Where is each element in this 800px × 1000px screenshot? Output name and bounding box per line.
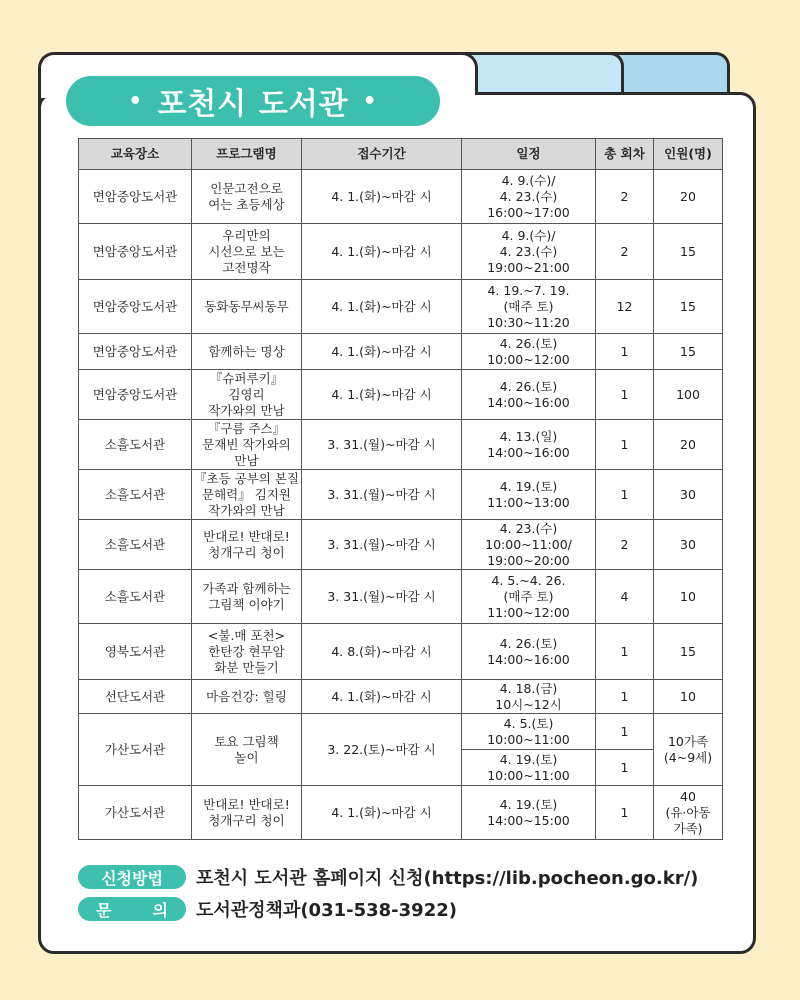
cell-period: 4. 8.(화)~마감 시 — [302, 624, 462, 680]
apply-method-label: 신청방법 — [78, 865, 186, 889]
cell-sessions: 1 — [596, 714, 654, 750]
cell-schedule: 4. 13.(일) 14:00~16:00 — [462, 420, 596, 470]
header-period: 접수기간 — [302, 139, 462, 170]
cell-schedule: 4. 5.(토) 10:00~11:00 — [462, 714, 596, 750]
cell-place: 소흘도서관 — [79, 420, 192, 470]
cell-program: 동화동무씨동무 — [192, 280, 302, 334]
cell-period: 4. 1.(화)~마감 시 — [302, 786, 462, 840]
header-place: 교육장소 — [79, 139, 192, 170]
cell-place: 소흘도서관 — [79, 570, 192, 624]
cell-program: 『슈퍼루키』 김영리 작가와의 만남 — [192, 370, 302, 420]
cell-place: 면암중앙도서관 — [79, 280, 192, 334]
table-row — [79, 170, 723, 224]
cell-sessions: 4 — [596, 570, 654, 624]
cell-period: 4. 1.(화)~마감 시 — [302, 334, 462, 370]
cell-schedule: 4. 19.(토) 10:00~11:00 — [462, 750, 596, 786]
cell-program: <불.매 포천> 한탄강 현무암 화분 만들기 — [192, 624, 302, 680]
table-header-row — [79, 139, 723, 170]
cell-place: 면암중앙도서관 — [79, 334, 192, 370]
title-bullet-right: • — [362, 88, 378, 114]
cell-sessions: 1 — [596, 680, 654, 714]
header-capacity: 인원(명) — [654, 139, 723, 170]
cell-period: 4. 1.(화)~마감 시 — [302, 370, 462, 420]
cell-period: 4. 1.(화)~마감 시 — [302, 680, 462, 714]
cell-schedule: 4. 19.~7. 19. (매주 토) 10:30~11:20 — [462, 280, 596, 334]
table-row — [79, 714, 723, 750]
table-row — [79, 280, 723, 334]
cell-place: 면암중앙도서관 — [79, 170, 192, 224]
contact-row — [78, 896, 457, 922]
cell-sessions: 1 — [596, 470, 654, 520]
cell-sessions: 1 — [596, 334, 654, 370]
cell-place: 소흘도서관 — [79, 520, 192, 570]
cell-schedule: 4. 23.(수) 10:00~11:00/ 19:00~20:00 — [462, 520, 596, 570]
cell-period: 3. 31.(월)~마감 시 — [302, 570, 462, 624]
cell-period: 4. 1.(화)~마감 시 — [302, 280, 462, 334]
cell-program: 함께하는 명상 — [192, 334, 302, 370]
cell-place: 면암중앙도서관 — [79, 224, 192, 280]
cell-schedule: 4. 19.(토) 11:00~13:00 — [462, 470, 596, 520]
contact-label — [78, 897, 186, 921]
cell-schedule: 4. 5.~4. 26. (매주 토) 11:00~12:00 — [462, 570, 596, 624]
cell-program: 『초등 공부의 본질 문해력』 김지원 작가와의 만남 — [192, 470, 302, 520]
cell-schedule: 4. 26.(토) 14:00~16:00 — [462, 370, 596, 420]
cell-sessions: 12 — [596, 280, 654, 334]
page-title — [66, 76, 440, 126]
cell-schedule: 4. 19.(토) 14:00~15:00 — [462, 786, 596, 840]
cell-period: 4. 1.(화)~마감 시 — [302, 170, 462, 224]
cell-capacity: 20 — [654, 420, 723, 470]
cell-program: 반대로! 반대로! 청개구리 청이 — [192, 786, 302, 840]
cell-place: 선단도서관 — [79, 680, 192, 714]
cell-sessions: 1 — [596, 750, 654, 786]
cell-sessions: 1 — [596, 370, 654, 420]
contact-label-char-2: 의 — [152, 900, 168, 920]
page-title-text: 포천시 도서관 — [157, 87, 349, 122]
header-sessions: 총 회차 — [596, 139, 654, 170]
cell-place: 영북도서관 — [79, 624, 192, 680]
cell-program: 가족과 함께하는 그림책 이야기 — [192, 570, 302, 624]
cell-capacity: 15 — [654, 334, 723, 370]
cell-program: 『구름 주스』 문재빈 작가와의 만남 — [192, 420, 302, 470]
table-row — [79, 520, 723, 570]
table-row — [79, 570, 723, 624]
cell-schedule: 4. 18.(금) 10시~12시 — [462, 680, 596, 714]
cell-program: 반대로! 반대로! 청개구리 청이 — [192, 520, 302, 570]
cell-period: 3. 31.(월)~마감 시 — [302, 420, 462, 470]
cell-program: 인문고전으로 여는 초등세상 — [192, 170, 302, 224]
title-bullet-left: • — [128, 88, 144, 114]
cell-place: 가산도서관 — [79, 786, 192, 840]
cell-schedule: 4. 26.(토) 10:00~12:00 — [462, 334, 596, 370]
table-row — [79, 370, 723, 420]
cell-program: 우리만의 시선으로 보는 고전명작 — [192, 224, 302, 280]
cell-sessions: 2 — [596, 224, 654, 280]
cell-capacity: 40 (유·아동 가족) — [654, 786, 723, 840]
table-row — [79, 334, 723, 370]
cell-sessions: 2 — [596, 520, 654, 570]
cell-capacity: 10 — [654, 570, 723, 624]
cell-capacity: 20 — [654, 170, 723, 224]
cell-capacity: 15 — [654, 224, 723, 280]
cell-schedule: 4. 26.(토) 14:00~16:00 — [462, 624, 596, 680]
header-schedule: 일정 — [462, 139, 596, 170]
cell-period: 3. 22.(토)~마감 시 — [302, 714, 462, 786]
cell-capacity: 30 — [654, 470, 723, 520]
cell-place: 가산도서관 — [79, 714, 192, 786]
table-row — [79, 470, 723, 520]
cell-schedule: 4. 9.(수)/ 4. 23.(수) 16:00~17:00 — [462, 170, 596, 224]
cell-capacity: 100 — [654, 370, 723, 420]
cell-place: 소흘도서관 — [79, 470, 192, 520]
cell-schedule: 4. 9.(수)/ 4. 23.(수) 19:00~21:00 — [462, 224, 596, 280]
cell-sessions: 1 — [596, 786, 654, 840]
cell-place: 면암중앙도서관 — [79, 370, 192, 420]
apply-method-text[interactable]: 포천시 도서관 홈페이지 신청(https://lib.pocheon.go.kr/) — [196, 868, 699, 889]
table-row — [79, 786, 723, 840]
cell-capacity: 10가족 (4~9세) — [654, 714, 723, 786]
cell-capacity: 15 — [654, 280, 723, 334]
contact-label-char-1: 문 — [96, 900, 112, 920]
cell-period: 3. 31.(월)~마감 시 — [302, 470, 462, 520]
cell-sessions: 2 — [596, 170, 654, 224]
table-row — [79, 224, 723, 280]
cell-period: 3. 31.(월)~마감 시 — [302, 520, 462, 570]
cell-sessions: 1 — [596, 420, 654, 470]
cell-period: 4. 1.(화)~마감 시 — [302, 224, 462, 280]
cell-sessions: 1 — [596, 624, 654, 680]
cell-program: 마음건강: 힐링 — [192, 680, 302, 714]
table-row — [79, 624, 723, 680]
program-table — [78, 138, 723, 840]
header-program: 프로그램명 — [192, 139, 302, 170]
table-row — [79, 680, 723, 714]
cell-capacity: 30 — [654, 520, 723, 570]
contact-text: 도서관정책과(031-538-3922) — [196, 900, 457, 921]
cell-capacity: 15 — [654, 624, 723, 680]
cell-capacity: 10 — [654, 680, 723, 714]
table-row — [79, 420, 723, 470]
cell-program: 토요 그림책 놀이 — [192, 714, 302, 786]
apply-method-row — [78, 864, 698, 890]
